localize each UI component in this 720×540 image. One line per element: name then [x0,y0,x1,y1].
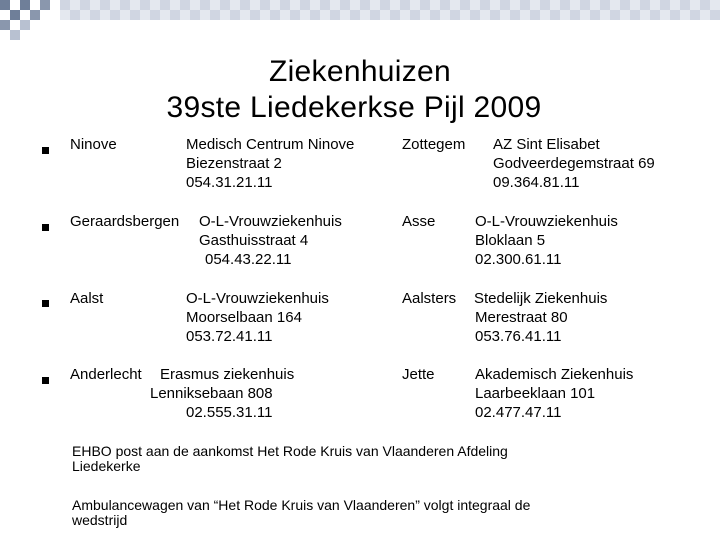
bullet-icon [42,224,49,231]
row-2-left-hospital: O-L-Vrouwziekenhuis [199,213,342,230]
row-3-left-hospital: O-L-Vrouwziekenhuis [186,290,329,307]
bullet-icon [42,300,49,307]
row-4-left-hospital: Erasmus ziekenhuis [160,366,295,383]
ambulance-note-line-1: Ambulancewagen van “Het Rode Kruis van Vlaanderen” volgt integraal de [72,497,531,513]
row-2-left-phone: 054.43.22.11 [205,251,292,268]
row-3-right-phone: 053.76.41.11 [475,328,562,345]
ambulance-note-line-2: wedstrijd [72,512,128,528]
row-1-right-hospital: AZ Sint Elisabet [493,136,600,153]
page-title-line-2: 39ste Liedekerkse Pijl 2009 [166,91,542,124]
row-3-right-city: Aalsters [402,290,457,307]
bullet-icon [42,147,49,154]
row-4-right-street: Laarbeeklaan 101 [475,385,596,402]
row-1-left-phone: 054.31.21.11 [186,174,273,191]
row-1-left-street: Biezenstraat 2 [186,155,282,172]
row-3-right-street: Merestraat 80 [475,309,568,326]
row-4-left-street: Lenniksebaan 808 [150,385,273,402]
row-2-right-city: Asse [402,213,436,230]
row-1-right-city: Zottegem [402,136,466,153]
row-3-left-phone: 053.72.41.11 [186,328,273,345]
row-4-left-phone: 02.555.31.11 [186,404,273,421]
row-3-right-hospital: Stedelijk Ziekenhuis [474,290,608,307]
ehbo-note-line-2: Liedekerke [72,458,141,474]
row-1-right-street: Godveerdegemstraat 69 [493,155,655,172]
row-4-right-hospital: Akademisch Ziekenhuis [475,366,634,383]
row-1-left-hospital: Medisch Centrum Ninove [186,136,355,153]
row-2-left-street: Gasthuisstraat 4 [199,232,309,249]
row-1-right-phone: 09.364.81.11 [493,174,580,191]
page-title-line-1: Ziekenhuizen [268,55,452,88]
row-2-right-street: Bloklaan 5 [475,232,546,249]
ehbo-note-line-1: EHBO post aan de aankomst Het Rode Kruis van Vlaanderen Afdeling [72,443,508,459]
row-2-right-hospital: O-L-Vrouwziekenhuis [475,213,618,230]
row-4-right-phone: 02.477.47.11 [475,404,562,421]
row-2-left-city: Geraardsbergen [70,213,180,230]
bullet-icon [42,377,49,384]
row-4-right-city: Jette [402,366,435,383]
row-1-left-city: Ninove [70,136,117,153]
row-3-left-street: Moorselbaan 164 [186,309,302,326]
row-4-left-city: Anderlecht [70,366,142,383]
corner-decoration [0,0,720,40]
row-2-right-phone: 02.300.61.11 [475,251,562,268]
row-3-left-city: Aalst [70,290,104,307]
